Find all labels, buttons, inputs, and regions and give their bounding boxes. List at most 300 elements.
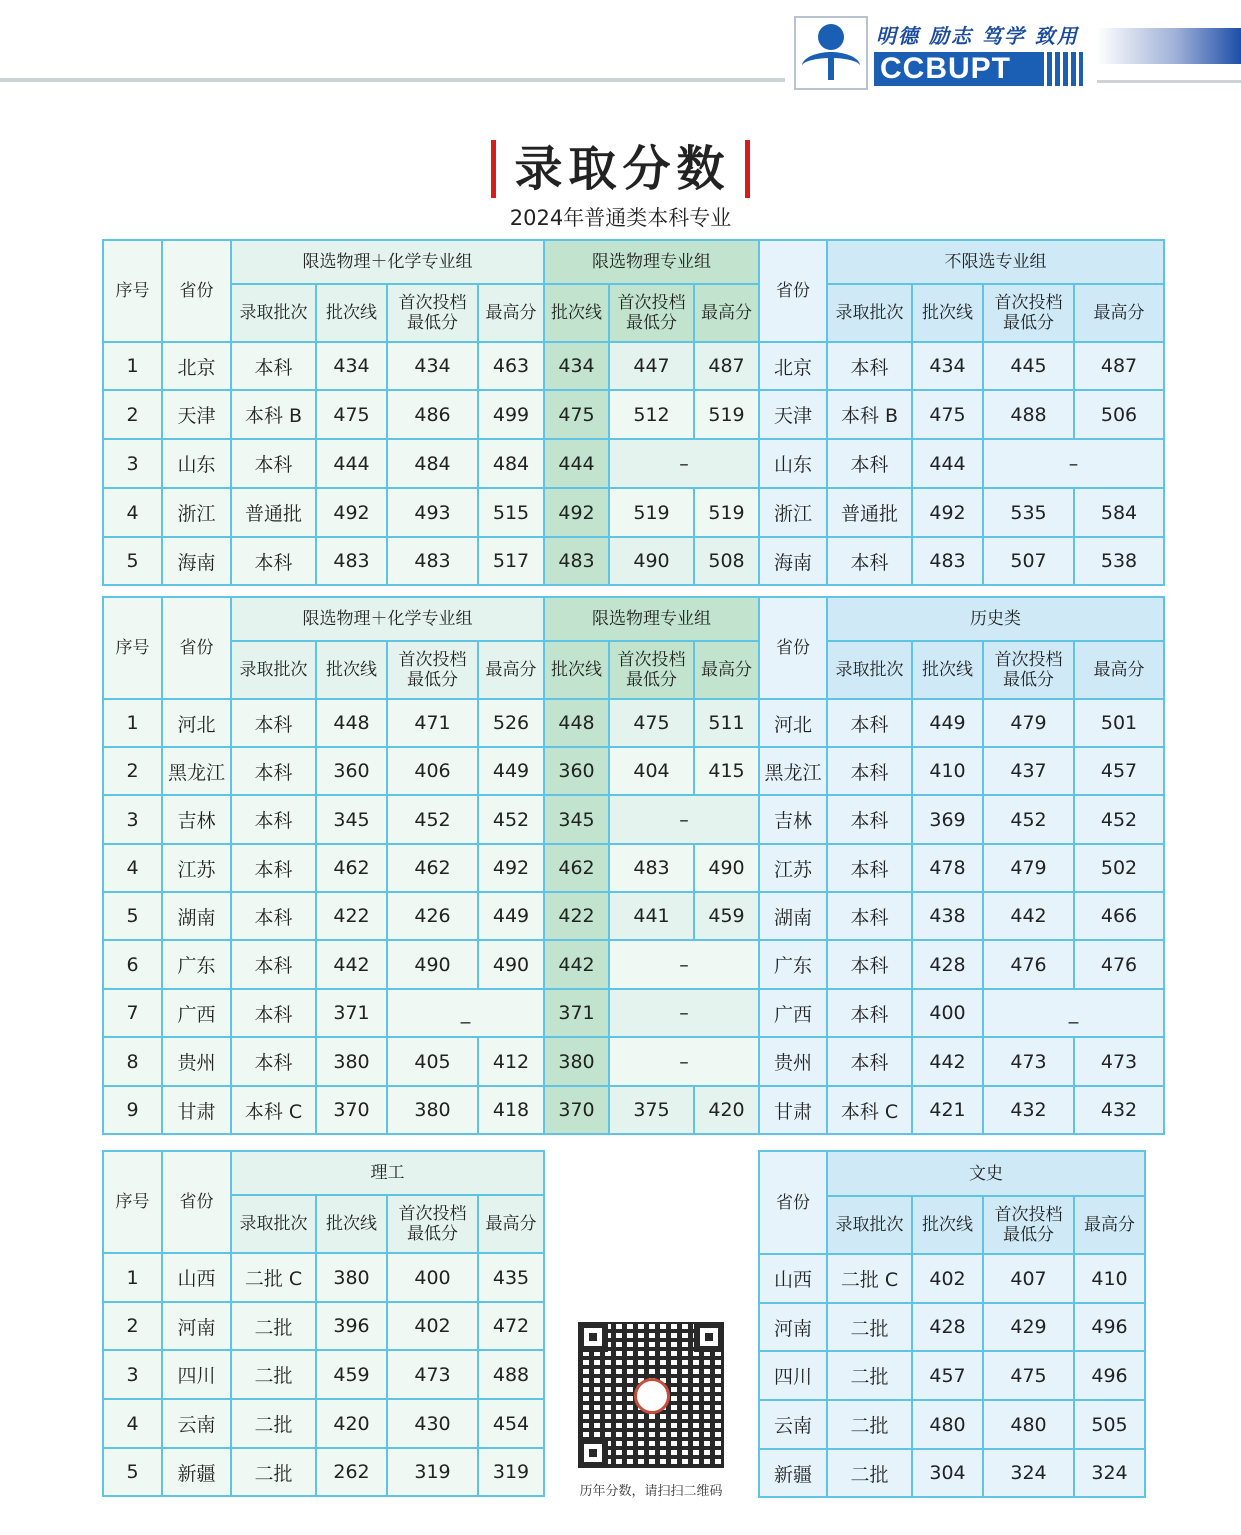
table-row (103, 747, 1164, 795)
province-cell: 吉林 (162, 795, 231, 844)
max-header: 最高分 (478, 284, 544, 342)
batch-header: 录取批次 (827, 641, 912, 699)
no-data-cell: – (609, 1037, 759, 1086)
first-min-cell: 445 (983, 342, 1074, 390)
max-cell: 452 (478, 795, 544, 844)
max-cell: 496 (1074, 1351, 1145, 1400)
province-cell: 浙江 (759, 488, 827, 537)
province-header: 省份 (759, 597, 827, 699)
seq-header: 序号 (103, 597, 162, 699)
batch-cell: 本科 (231, 537, 316, 585)
province-cell: 吉林 (759, 795, 827, 844)
first-min-cell: 429 (983, 1303, 1074, 1351)
seq-header: 序号 (103, 240, 162, 342)
max-cell: 499 (478, 390, 544, 439)
brand-bars-decoration (1047, 52, 1083, 86)
first-min-cell: 380 (387, 1086, 478, 1134)
max-cell: 538 (1074, 537, 1164, 585)
batch-line-cell: 442 (544, 940, 609, 989)
seq-cell: 1 (103, 1253, 162, 1302)
max-cell: 420 (694, 1086, 759, 1134)
province-cell: 广西 (162, 989, 231, 1037)
max-cell: 452 (1074, 795, 1164, 844)
first-min-cell: 480 (983, 1400, 1074, 1449)
table-row (103, 1350, 544, 1399)
table-row (103, 844, 1164, 892)
qr-code-icon[interactable] (578, 1322, 724, 1468)
first-min-cell: 405 (387, 1037, 478, 1086)
max-cell: 324 (1074, 1449, 1145, 1497)
batch-line-cell: 304 (912, 1449, 983, 1497)
table-row (103, 1448, 544, 1496)
batch-line-cell: 371 (316, 989, 387, 1037)
batch-line-header: 批次线 (912, 1196, 983, 1254)
province-cell: 天津 (759, 390, 827, 439)
first-min-cell: 404 (609, 747, 694, 795)
batch-cell: 本科 (827, 342, 912, 390)
first-min-cell: 471 (387, 699, 478, 747)
table-row (759, 1400, 1145, 1449)
province-cell: 新疆 (759, 1449, 827, 1497)
first-min-header: 首次投档 最低分 (983, 284, 1074, 342)
first-min-cell: 483 (609, 844, 694, 892)
batch-cell: 二批 (231, 1448, 316, 1496)
batch-cell: 本科 (231, 892, 316, 940)
province-cell: 山东 (162, 439, 231, 488)
province-cell: 海南 (162, 537, 231, 585)
batch-line-cell: 422 (316, 892, 387, 940)
batch-line-cell: 262 (316, 1448, 387, 1496)
province-cell: 甘肃 (759, 1086, 827, 1134)
max-header: 最高分 (478, 1195, 544, 1253)
batch-cell: 二批 (231, 1399, 316, 1448)
province-cell: 浙江 (162, 488, 231, 537)
batch-line-cell: 369 (912, 795, 983, 844)
qr-finder-bottom-left (578, 1438, 608, 1468)
batch-cell: 本科 (827, 892, 912, 940)
first-min-cell: 475 (609, 699, 694, 747)
batch-line-cell: 396 (316, 1302, 387, 1350)
table-row (103, 488, 1164, 537)
batch-cell: 本科 (827, 1037, 912, 1086)
first-min-cell: 441 (609, 892, 694, 940)
first-min-cell: 490 (609, 537, 694, 585)
province-cell: 海南 (759, 537, 827, 585)
seq-cell: 2 (103, 747, 162, 795)
batch-line-cell: 345 (544, 795, 609, 844)
batch-line-cell: 444 (316, 439, 387, 488)
logo-head-shape (818, 24, 844, 50)
max-cell: 526 (478, 699, 544, 747)
max-cell: 501 (1074, 699, 1164, 747)
province-cell: 河南 (162, 1302, 231, 1350)
batch-cell: 二批 (231, 1350, 316, 1399)
first-min-cell: 324 (983, 1449, 1074, 1497)
max-header: 最高分 (478, 641, 544, 699)
first-min-cell: 402 (387, 1302, 478, 1350)
batch-cell: 普通批 (827, 488, 912, 537)
province-cell: 新疆 (162, 1448, 231, 1496)
max-header: 最高分 (1074, 641, 1164, 699)
batch-cell: 本科 (827, 844, 912, 892)
max-header: 最高分 (694, 641, 759, 699)
first-min-cell: 442 (983, 892, 1074, 940)
table-row (103, 1037, 1164, 1086)
batch-line-cell: 462 (316, 844, 387, 892)
province-cell: 云南 (759, 1400, 827, 1449)
province-cell: 河北 (759, 699, 827, 747)
max-cell: 519 (694, 488, 759, 537)
first-min-cell: 476 (983, 940, 1074, 989)
batch-line-cell: 380 (316, 1037, 387, 1086)
batch-header: 录取批次 (231, 641, 316, 699)
batch-line-cell: 483 (316, 537, 387, 585)
batch-header: 录取批次 (231, 284, 316, 342)
batch-line-cell: 402 (912, 1254, 983, 1303)
batch-cell: 二批 (827, 1449, 912, 1497)
table-row (103, 989, 1164, 1037)
batch-line-header: 批次线 (316, 641, 387, 699)
first-min-header: 首次投档 最低分 (387, 284, 478, 342)
seq-cell: 1 (103, 699, 162, 747)
no-data-cell: _ (387, 989, 544, 1037)
batch-cell: 本科 (231, 795, 316, 844)
seq-cell: 2 (103, 1302, 162, 1350)
header-rule-left (0, 78, 785, 82)
max-cell: 487 (694, 342, 759, 390)
batch-line-cell: 448 (316, 699, 387, 747)
province-cell: 甘肃 (162, 1086, 231, 1134)
table-row (103, 1253, 544, 1302)
first-min-cell: 473 (387, 1350, 478, 1399)
batch-line-cell: 438 (912, 892, 983, 940)
batch-line-cell: 449 (912, 699, 983, 747)
group-b-header: 限选物理专业组 (544, 240, 759, 284)
batch-line-cell: 345 (316, 795, 387, 844)
first-min-cell: 452 (983, 795, 1074, 844)
first-min-cell: 475 (983, 1351, 1074, 1400)
score-table-2 (102, 596, 1165, 1135)
province-cell: 贵州 (759, 1037, 827, 1086)
batch-cell: 本科 (231, 699, 316, 747)
first-min-cell: 430 (387, 1399, 478, 1448)
batch-line-header: 批次线 (316, 284, 387, 342)
batch-line-cell: 422 (544, 892, 609, 940)
page-subtitle: 2024年普通类本科专业 (509, 206, 732, 230)
batch-line-cell: 478 (912, 844, 983, 892)
max-cell: 412 (478, 1037, 544, 1086)
first-min-cell: 512 (609, 390, 694, 439)
province-cell: 广东 (162, 940, 231, 989)
table-row (103, 795, 1164, 844)
first-min-cell: 437 (983, 747, 1074, 795)
province-cell: 湖南 (759, 892, 827, 940)
max-cell: 449 (478, 747, 544, 795)
max-cell: 472 (478, 1302, 544, 1350)
first-min-cell: 483 (387, 537, 478, 585)
max-cell: 584 (1074, 488, 1164, 537)
max-cell: 476 (1074, 940, 1164, 989)
province-cell: 贵州 (162, 1037, 231, 1086)
batch-line-cell: 434 (544, 342, 609, 390)
table-row (103, 1399, 544, 1448)
batch-line-cell: 371 (544, 989, 609, 1037)
max-cell: 492 (478, 844, 544, 892)
header-rule-right (1097, 80, 1241, 83)
batch-line-cell: 480 (912, 1400, 983, 1449)
batch-cell: 本科 (827, 537, 912, 585)
batch-line-cell: 444 (912, 439, 983, 488)
seq-cell: 3 (103, 1350, 162, 1399)
table-row (103, 940, 1164, 989)
seq-cell: 1 (103, 342, 162, 390)
table-row (103, 342, 1164, 390)
batch-cell: 二批 C (231, 1253, 316, 1302)
batch-header: 录取批次 (827, 1196, 912, 1254)
batch-line-cell: 410 (912, 747, 983, 795)
max-cell: 449 (478, 892, 544, 940)
first-min-header: 首次投档 最低分 (609, 284, 694, 342)
province-cell: 北京 (162, 342, 231, 390)
header-gradient-bar (1097, 28, 1241, 64)
score-table-1 (102, 239, 1165, 586)
table-row (759, 1351, 1145, 1400)
province-cell: 山东 (759, 439, 827, 488)
max-cell: 490 (694, 844, 759, 892)
max-header: 最高分 (1074, 1196, 1145, 1254)
max-cell: 508 (694, 537, 759, 585)
batch-cell: 本科 (827, 699, 912, 747)
first-min-cell: 519 (609, 488, 694, 537)
province-header: 省份 (759, 240, 827, 342)
first-min-cell: 493 (387, 488, 478, 537)
batch-cell: 本科 (827, 940, 912, 989)
batch-cell: 本科 B (827, 390, 912, 439)
province-header: 省份 (162, 597, 231, 699)
batch-line-header: 批次线 (544, 284, 609, 342)
first-min-cell: 426 (387, 892, 478, 940)
batch-cell: 普通批 (231, 488, 316, 537)
batch-line-cell: 442 (316, 940, 387, 989)
batch-cell: 本科 (231, 342, 316, 390)
seq-cell: 4 (103, 844, 162, 892)
batch-cell: 本科 C (231, 1086, 316, 1134)
max-cell: 319 (478, 1448, 544, 1496)
max-cell: 502 (1074, 844, 1164, 892)
batch-line-cell: 483 (912, 537, 983, 585)
max-cell: 515 (478, 488, 544, 537)
batch-cell: 本科 B (231, 390, 316, 439)
max-cell: 506 (1074, 390, 1164, 439)
province-cell: 山西 (759, 1254, 827, 1303)
max-header: 最高分 (694, 284, 759, 342)
batch-cell: 本科 (827, 989, 912, 1037)
table-row (103, 537, 1164, 585)
first-min-cell: 407 (983, 1254, 1074, 1303)
first-min-cell: 479 (983, 699, 1074, 747)
batch-line-cell: 457 (912, 1351, 983, 1400)
batch-line-cell: 428 (912, 940, 983, 989)
batch-line-cell: 492 (912, 488, 983, 537)
first-min-cell: 452 (387, 795, 478, 844)
province-header: 省份 (162, 1151, 231, 1253)
group-c-header: 不限选专业组 (827, 240, 1164, 284)
first-min-cell: 507 (983, 537, 1074, 585)
seq-cell: 9 (103, 1086, 162, 1134)
table-row (103, 390, 1164, 439)
first-min-cell: 432 (983, 1086, 1074, 1134)
batch-cell: 二批 (827, 1400, 912, 1449)
province-cell: 四川 (759, 1351, 827, 1400)
group-b-header: 限选物理专业组 (544, 597, 759, 641)
province-cell: 云南 (162, 1399, 231, 1448)
max-cell: 432 (1074, 1086, 1164, 1134)
max-cell: 484 (478, 439, 544, 488)
ccbupt-logo-icon (794, 16, 868, 90)
batch-line-header: 批次线 (544, 641, 609, 699)
seq-cell: 3 (103, 795, 162, 844)
province-cell: 山西 (162, 1253, 231, 1302)
no-data-cell: – (983, 439, 1164, 488)
max-cell: 466 (1074, 892, 1164, 940)
batch-cell: 二批 (827, 1303, 912, 1351)
province-cell: 天津 (162, 390, 231, 439)
batch-cell: 本科 (827, 795, 912, 844)
province-cell: 四川 (162, 1350, 231, 1399)
province-cell: 江苏 (162, 844, 231, 892)
no-data-cell: – (609, 439, 759, 488)
page-title-wrap (0, 140, 1241, 198)
seq-cell: 5 (103, 892, 162, 940)
batch-line-cell: 448 (544, 699, 609, 747)
table-row (759, 1254, 1145, 1303)
province-header: 省份 (162, 240, 231, 342)
first-min-cell: 406 (387, 747, 478, 795)
max-cell: 463 (478, 342, 544, 390)
table-row (103, 699, 1164, 747)
page-title: 录取分数 (491, 140, 749, 198)
qr-caption: 历年分数，请扫扫二维码 (579, 1484, 723, 1499)
seq-cell: 3 (103, 439, 162, 488)
province-cell: 广东 (759, 940, 827, 989)
batch-line-cell: 459 (316, 1350, 387, 1399)
first-min-header: 首次投档 最低分 (609, 641, 694, 699)
first-min-cell: 434 (387, 342, 478, 390)
seq-cell: 5 (103, 537, 162, 585)
batch-line-header: 批次线 (912, 641, 983, 699)
batch-line-cell: 434 (316, 342, 387, 390)
first-min-header: 首次投档 最低分 (387, 641, 478, 699)
province-cell: 黑龙江 (759, 747, 827, 795)
first-min-cell: 400 (387, 1253, 478, 1302)
max-cell: 488 (478, 1350, 544, 1399)
batch-cell: 二批 (231, 1302, 316, 1350)
first-min-cell: 486 (387, 390, 478, 439)
province-cell: 广西 (759, 989, 827, 1037)
batch-line-cell: 370 (316, 1086, 387, 1134)
batch-line-cell: 420 (316, 1399, 387, 1448)
batch-cell: 本科 (827, 747, 912, 795)
max-cell: 418 (478, 1086, 544, 1134)
qr-finder-top-right (694, 1322, 724, 1352)
science-header: 理工 (231, 1151, 544, 1195)
batch-line-cell: 400 (912, 989, 983, 1037)
batch-line-cell: 360 (316, 747, 387, 795)
score-table-science (102, 1150, 545, 1497)
qr-center-logo-icon (634, 1378, 670, 1414)
table-row (103, 892, 1164, 940)
max-cell: 473 (1074, 1037, 1164, 1086)
first-min-cell: 490 (387, 940, 478, 989)
batch-line-header: 批次线 (316, 1195, 387, 1253)
first-min-cell: 488 (983, 390, 1074, 439)
batch-cell: 二批 C (827, 1254, 912, 1303)
batch-line-cell: 380 (316, 1253, 387, 1302)
no-data-cell: – (609, 795, 759, 844)
province-header: 省份 (759, 1151, 827, 1254)
first-min-cell: 535 (983, 488, 1074, 537)
first-min-cell: 479 (983, 844, 1074, 892)
batch-cell: 本科 (231, 747, 316, 795)
first-min-header: 首次投档 最低分 (983, 641, 1074, 699)
seq-cell: 6 (103, 940, 162, 989)
province-cell: 北京 (759, 342, 827, 390)
school-motto: 明德 励志 笃学 致用 (876, 24, 1079, 48)
first-min-cell: 319 (387, 1448, 478, 1496)
batch-cell: 本科 C (827, 1086, 912, 1134)
qr-finder-top-left (578, 1322, 608, 1352)
batch-line-cell: 444 (544, 439, 609, 488)
no-data-cell: – (609, 940, 759, 989)
batch-line-cell: 380 (544, 1037, 609, 1086)
batch-line-cell: 434 (912, 342, 983, 390)
brand-wordmark: CCBUPT (874, 52, 1044, 86)
batch-line-cell: 428 (912, 1303, 983, 1351)
first-min-cell: 375 (609, 1086, 694, 1134)
max-cell: 454 (478, 1399, 544, 1448)
max-cell: 511 (694, 699, 759, 747)
seq-cell: 4 (103, 1399, 162, 1448)
seq-header: 序号 (103, 1151, 162, 1253)
batch-cell: 本科 (231, 439, 316, 488)
table-row (759, 1303, 1145, 1351)
province-cell: 江苏 (759, 844, 827, 892)
seq-cell: 5 (103, 1448, 162, 1496)
batch-line-cell: 421 (912, 1086, 983, 1134)
max-cell: 435 (478, 1253, 544, 1302)
batch-cell: 二批 (827, 1351, 912, 1400)
first-min-cell: 462 (387, 844, 478, 892)
seq-cell: 2 (103, 390, 162, 439)
province-cell: 湖南 (162, 892, 231, 940)
batch-header: 录取批次 (827, 284, 912, 342)
batch-cell: 本科 (827, 439, 912, 488)
batch-line-cell: 370 (544, 1086, 609, 1134)
batch-line-cell: 492 (544, 488, 609, 537)
province-cell: 黑龙江 (162, 747, 231, 795)
max-cell: 490 (478, 940, 544, 989)
batch-cell: 本科 (231, 989, 316, 1037)
first-min-header: 首次投档 最低分 (983, 1196, 1074, 1254)
table-row (759, 1449, 1145, 1497)
max-cell: 487 (1074, 342, 1164, 390)
group-a-header: 限选物理＋化学专业组 (231, 240, 544, 284)
first-min-cell: 473 (983, 1037, 1074, 1086)
first-min-cell: 447 (609, 342, 694, 390)
province-cell: 河南 (759, 1303, 827, 1351)
table-row (103, 1086, 1164, 1134)
max-cell: 459 (694, 892, 759, 940)
